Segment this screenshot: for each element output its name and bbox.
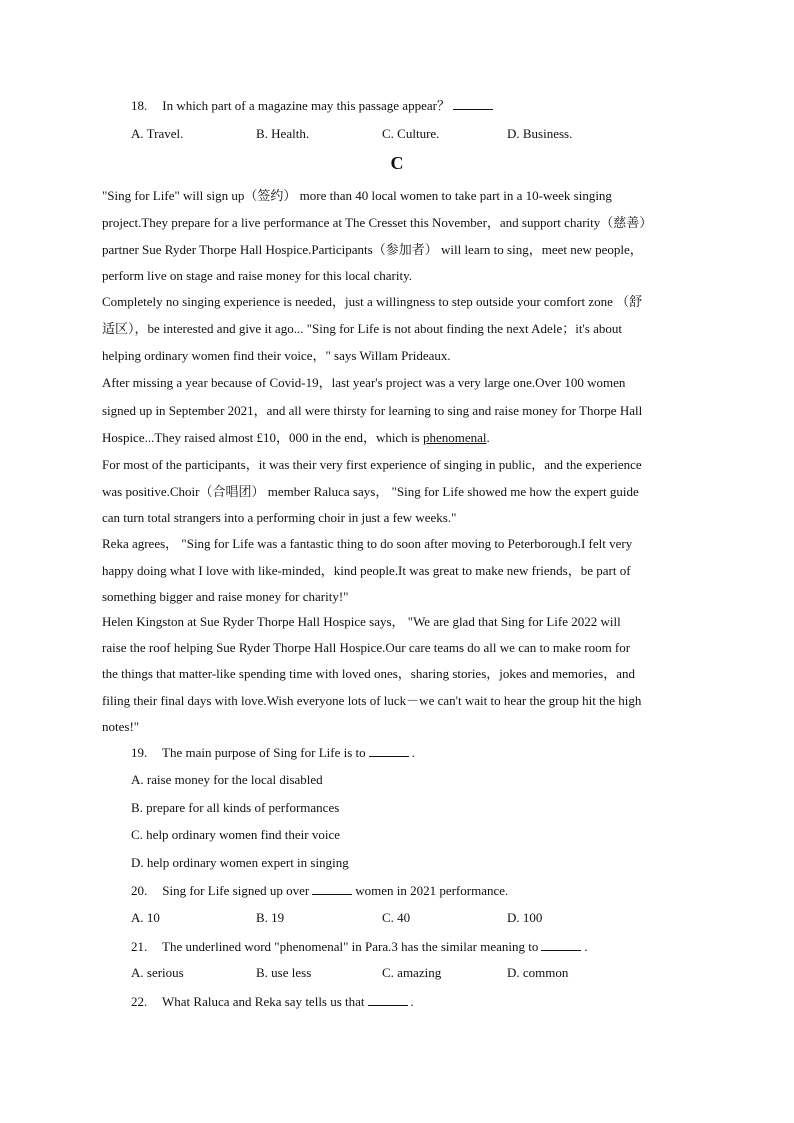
passage-line: helping ordinary women find their voice，" says Willam Prideaux. — [102, 348, 451, 363]
passage-line: "Sing for Life" will sign up（签约） more than 40 local women to take part in a 10-week singing — [102, 188, 612, 203]
passage-line: was positive.Choir（合唱团） member Raluca says， "Sing for Life showed me how the expert guide — [102, 484, 639, 499]
passage-line: partner Sue Ryder Thorpe Hall Hospice.Participants（参加者） will learn to sing，meet new people， — [102, 242, 643, 257]
question-text: In which part of a magazine may this passage appear？ — [162, 98, 450, 113]
option-d[interactable]: D. 100 — [507, 910, 543, 925]
passage-line: signed up in September 2021，and all were thirsty for learning to sing and raise money for Thorpe Hall — [102, 403, 643, 418]
question-20 — [131, 882, 508, 899]
question-number: 18. — [131, 98, 148, 113]
option-a[interactable]: A. 10 — [131, 910, 160, 925]
question-suffix: . — [584, 939, 588, 954]
passage-line: 适区），be interested and give it ago... "Sing for Life is not about finding the next Adele；it's about — [102, 321, 622, 336]
option-b[interactable]: B. prepare for all kinds of performances — [131, 800, 340, 815]
question-text: The underlined word "phenomenal" in Para.3 has the similar meaning to — [162, 939, 539, 954]
answer-blank[interactable] — [369, 744, 409, 757]
passage-line: For most of the participants，it was their very first experience of singing in public，and the experience — [102, 457, 642, 472]
question-suffix: women in 2021 performance. — [355, 883, 509, 898]
passage-text: Hospice...They raised almost £10，000 in the end，which is — [102, 430, 423, 445]
question-18 — [131, 97, 496, 114]
option-b[interactable]: B. use less — [256, 965, 312, 980]
passage-line: happy doing what I love with like-minded，kind people.It was great to make new friends，be part of — [102, 563, 631, 578]
question-text: Sing for Life signed up over — [162, 883, 310, 898]
question-suffix: . — [410, 994, 414, 1009]
option-c[interactable]: C. help ordinary women find their voice — [131, 827, 341, 842]
option-d[interactable]: D. help ordinary women expert in singing — [131, 855, 349, 870]
option-b[interactable]: B. 19 — [256, 910, 285, 925]
passage-line: project.They prepare for a live performance at The Cresset this November，and support charity（慈善） — [102, 215, 653, 230]
passage-line: notes!" — [102, 719, 140, 734]
passage-line: something bigger and raise money for charity!" — [102, 589, 349, 604]
question-number: 20. — [131, 883, 148, 898]
passage-text: . — [486, 430, 490, 445]
option-b[interactable]: B. Health. — [256, 126, 310, 141]
passage-line: Completely no singing experience is needed，just a willingness to step outside your comfort zone （舒 — [102, 294, 643, 309]
section-title: C — [390, 153, 404, 173]
question-number: 19. — [131, 745, 148, 760]
question-19 — [131, 744, 415, 761]
passage-line: Reka agrees， "Sing for Life was a fantastic thing to do soon after moving to Peterborough.I felt very — [102, 536, 633, 551]
option-c[interactable]: C. amazing — [382, 965, 442, 980]
passage-line: can turn total strangers into a performing choir in just a few weeks." — [102, 510, 457, 525]
option-a[interactable]: A. raise money for the local disabled — [131, 772, 323, 787]
option-a[interactable]: A. serious — [131, 965, 184, 980]
passage-line: raise the roof helping Sue Ryder Thorpe Hall Hospice.Our care teams do all we can to make room for — [102, 640, 631, 655]
answer-blank[interactable] — [312, 882, 352, 895]
option-c[interactable]: C. Culture. — [382, 126, 440, 141]
answer-blank[interactable] — [453, 97, 493, 110]
option-d[interactable]: D. common — [507, 965, 569, 980]
passage-line: the things that matter-like spending time with loved ones，sharing stories，jokes and memories，and — [102, 666, 635, 681]
question-number: 21. — [131, 939, 148, 954]
question-21 — [131, 938, 588, 955]
option-a[interactable]: A. Travel. — [131, 126, 184, 141]
answer-blank[interactable] — [368, 993, 408, 1006]
passage-line — [102, 430, 490, 446]
option-d[interactable]: D. Business. — [507, 126, 573, 141]
question-suffix: . — [411, 745, 415, 760]
question-number: 22. — [131, 994, 148, 1009]
question-text: The main purpose of Sing for Life is to — [162, 745, 366, 760]
question-text: What Raluca and Reka say tells us that — [162, 994, 365, 1009]
option-c[interactable]: C. 40 — [382, 910, 411, 925]
answer-blank[interactable] — [541, 938, 581, 951]
underlined-word: phenomenal — [422, 430, 487, 445]
passage-line: filing their final days with love.Wish everyone lots of luck－we can't wait to hear the group hit the high — [102, 693, 642, 708]
passage-line: perform live on stage and raise money for this local charity. — [102, 268, 412, 283]
passage-line: After missing a year because of Covid-19，last year's project was a very large one.Over 100 women — [102, 375, 626, 390]
question-22 — [131, 993, 414, 1010]
passage-line: Helen Kingston at Sue Ryder Thorpe Hall Hospice says， "We are glad that Sing for Life 2022 will — [102, 614, 621, 629]
